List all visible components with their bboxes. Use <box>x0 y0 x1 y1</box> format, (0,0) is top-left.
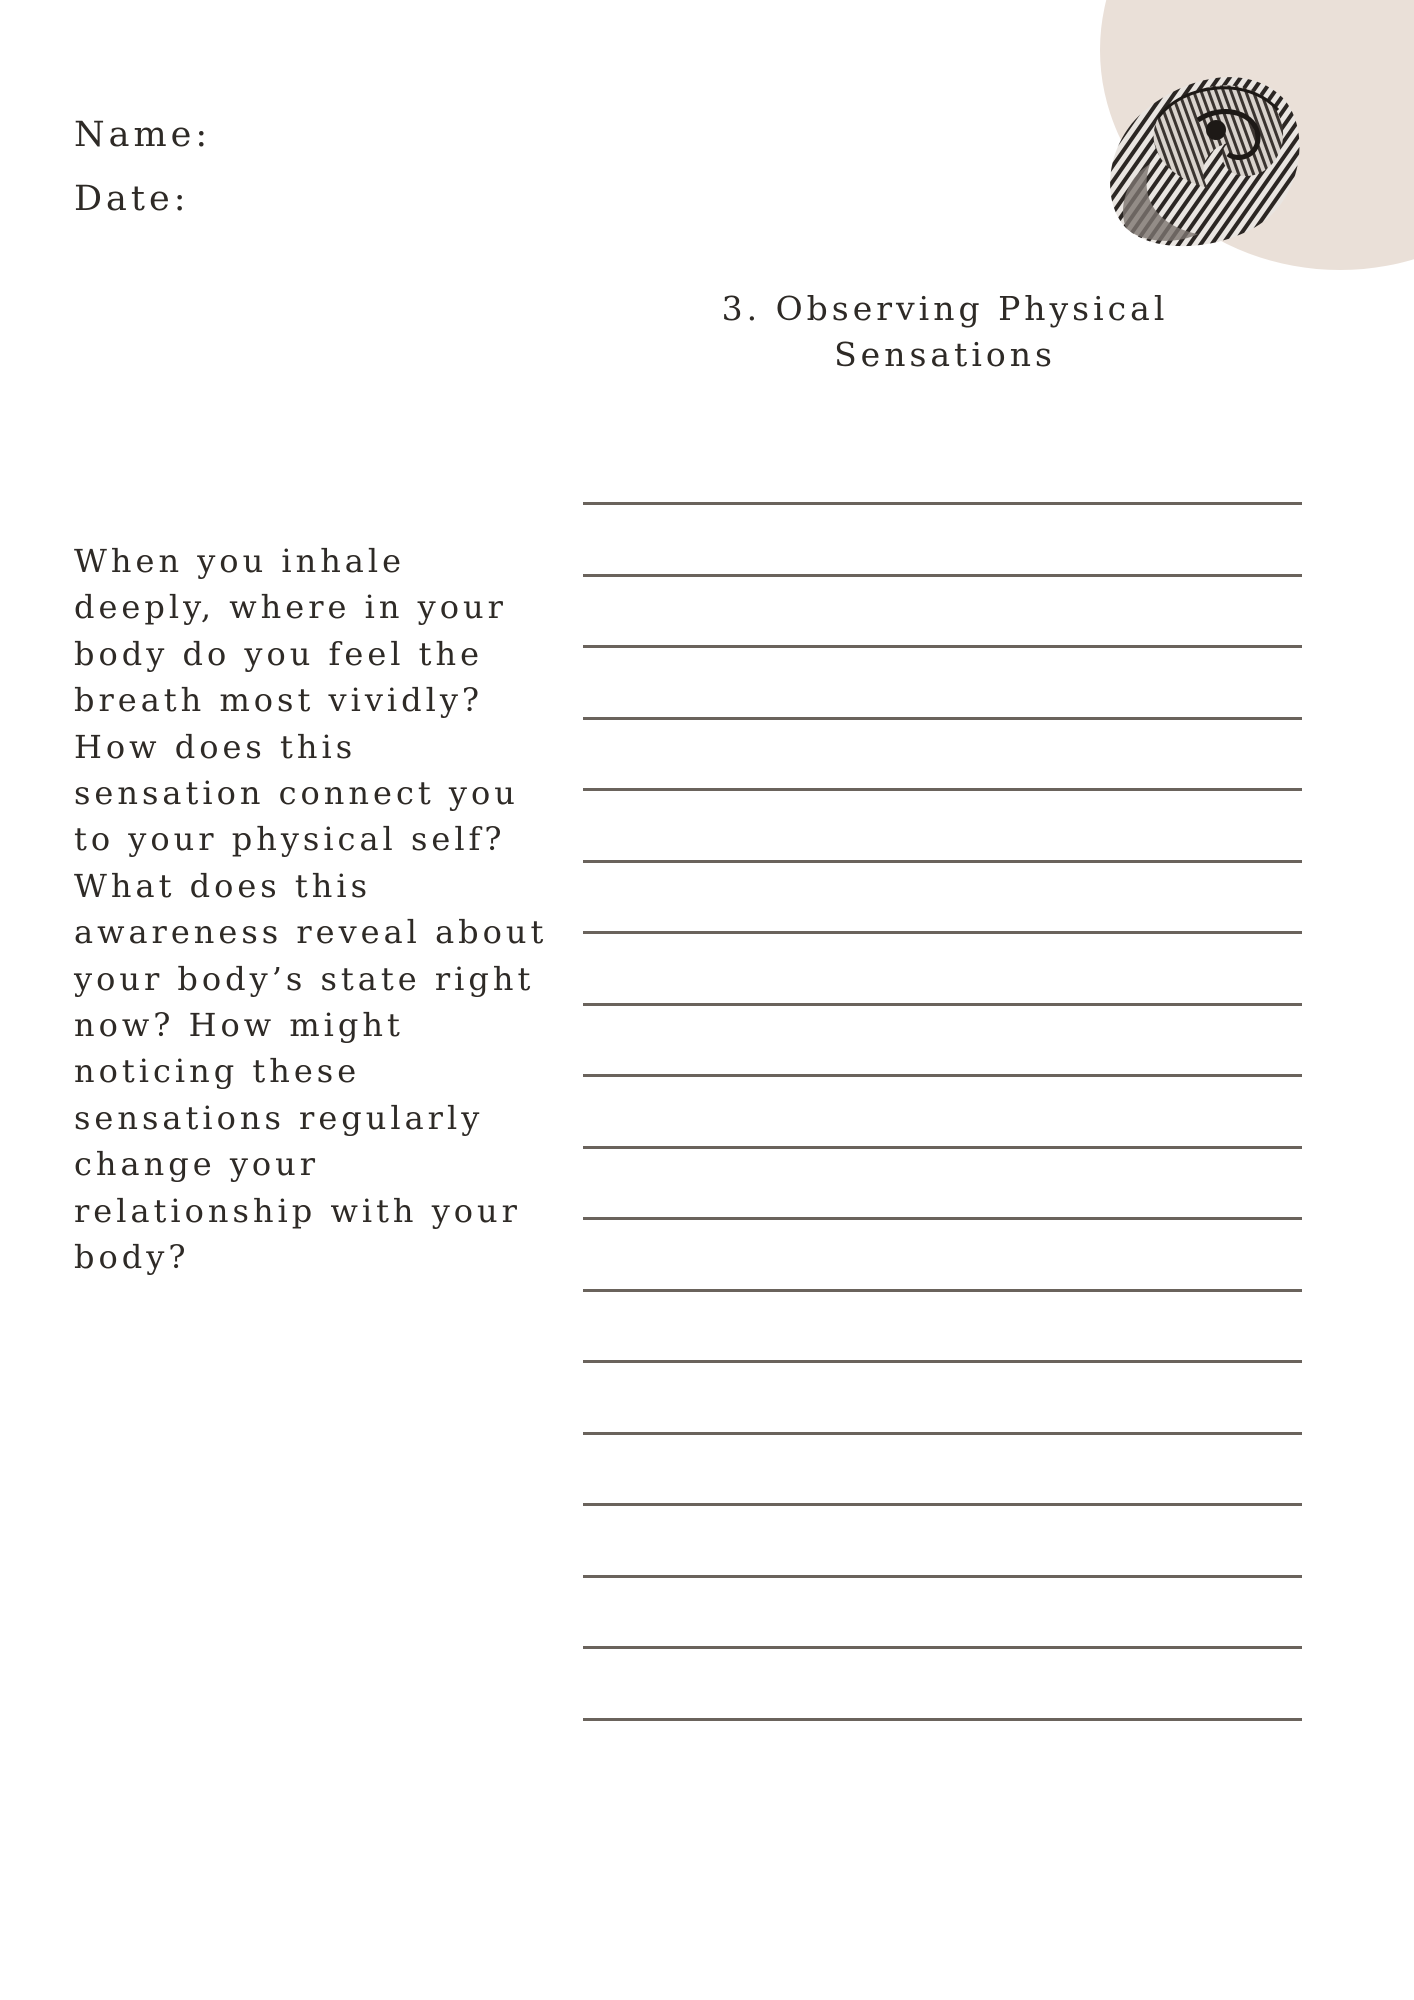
writing-line[interactable] <box>583 1718 1302 1721</box>
nautilus-shell-icon <box>1098 58 1308 254</box>
writing-line[interactable] <box>583 1146 1302 1149</box>
writing-line[interactable] <box>583 502 1302 505</box>
writing-line[interactable] <box>583 1503 1302 1506</box>
writing-line[interactable] <box>583 1575 1302 1578</box>
writing-line[interactable] <box>583 860 1302 863</box>
writing-line[interactable] <box>583 574 1302 577</box>
reflection-prompt: When you inhale deeply, where in your body do you feel the breath most vividly? How does this sensation connect you to your physical self? What does this awareness reveal about your body’s state right now? How might noticing these sensations regularly change your relationship with your body? <box>74 542 548 1277</box>
writing-line[interactable] <box>583 1432 1302 1435</box>
writing-line[interactable] <box>583 717 1302 720</box>
section-title: 3. Observing Physical Sensations <box>721 289 1169 374</box>
writing-line[interactable] <box>583 645 1302 648</box>
writing-line[interactable] <box>583 1003 1302 1006</box>
writing-lines[interactable] <box>583 502 1302 1732</box>
writing-line[interactable] <box>583 1289 1302 1292</box>
date-label: Date: <box>74 179 190 219</box>
writing-line[interactable] <box>583 1360 1302 1363</box>
name-label: Name: <box>74 115 212 155</box>
writing-line[interactable] <box>583 1217 1302 1220</box>
writing-line[interactable] <box>583 931 1302 934</box>
writing-line[interactable] <box>583 1074 1302 1077</box>
writing-line[interactable] <box>583 1646 1302 1649</box>
writing-line[interactable] <box>583 788 1302 791</box>
